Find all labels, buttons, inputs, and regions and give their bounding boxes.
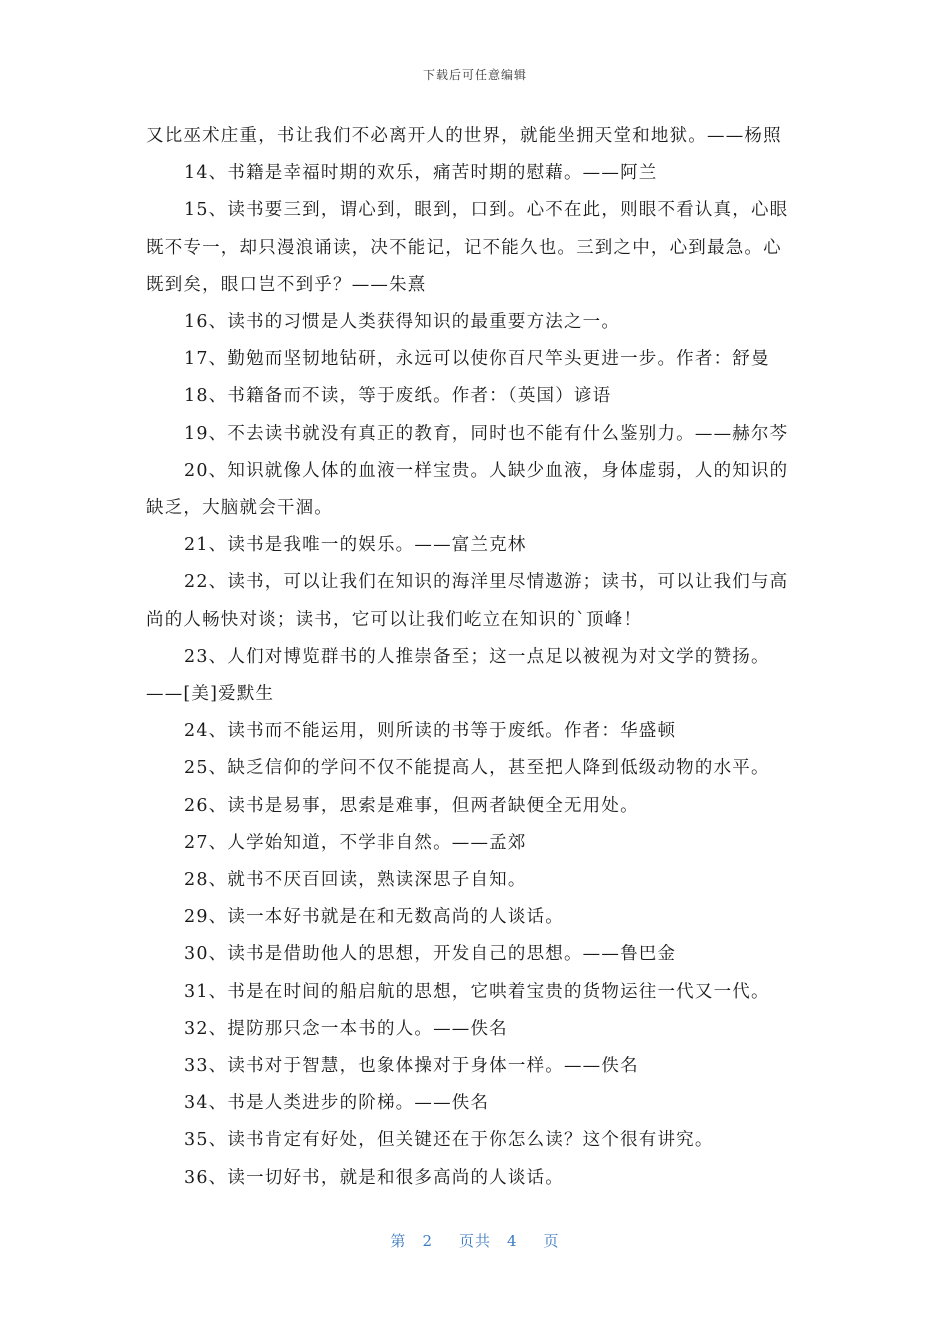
current-page-number: 2 (422, 1232, 433, 1250)
total-pages-number: 4 (507, 1232, 518, 1250)
paragraph: 28、就书不厌百回读，熟读深思子自知。 (184, 870, 527, 891)
paragraph: 27、人学始知道，不学非自然。——孟郊 (184, 832, 527, 853)
paragraph: 36、读一切好书，就是和很多高尚的人谈话。 (184, 1167, 564, 1188)
page-suffix: 页 (543, 1232, 560, 1250)
paragraph: 33、读书对于智慧，也象体操对于身体一样。——佚名 (184, 1056, 639, 1077)
paragraph: 21、读书是我唯一的娱乐。——富兰克林 (184, 535, 527, 556)
paragraph: 35、读书肯定有好处，但关键还在于你怎么读？这个很有讲究。 (184, 1130, 714, 1151)
paragraph: 29、读一本好书就是在和无数高尚的人谈话。 (184, 907, 564, 928)
paragraph: 24、读书而不能运用，则所读的书等于废纸。作者：华盛顿 (184, 721, 677, 742)
page-label: 第 (390, 1232, 407, 1250)
page-header: 下载后可任意编辑 (422, 68, 527, 82)
paragraph: 20、知识就像人体的血液一样宝贵。人缺少血液，身体虚弱，人的知识的缺乏，大脑就会干涸。 (146, 460, 789, 519)
paragraph: 30、读书是借助他人的思想，开发自己的思想。——鲁巴金 (184, 944, 677, 965)
paragraph: 17、勤勉而坚韧地钻研，永远可以使你百尺竿头更进一步。作者：舒曼 (184, 349, 770, 370)
paragraph: 19、不去读书就没有真正的教育，同时也不能有什么鉴别力。——赫尔芩 (184, 423, 789, 444)
paragraph: 26、读书是易事，思索是难事，但两者缺便全无用处。 (184, 795, 639, 816)
page-of-label: 页共 (458, 1232, 491, 1250)
paragraph: 18、书籍备而不读，等于废纸。作者：（英国）谚语 (184, 386, 612, 407)
paragraph: 32、提防那只念一本书的人。——佚名 (184, 1018, 508, 1039)
paragraph: 34、书是人类进步的阶梯。——佚名 (184, 1093, 490, 1114)
paragraph: 31、书是在时间的船启航的思想，它哄着宝贵的货物运往一代又一代。 (184, 981, 770, 1002)
paragraph: 25、缺乏信仰的学问不仅不能提高人，甚至把人降到低级动物的水平。 (184, 758, 770, 779)
paragraph: 14、书籍是幸福时期的欢乐，痛苦时期的慰藉。——阿兰 (184, 163, 658, 184)
paragraph: 16、读书的习惯是人类获得知识的最重要方法之一。 (184, 312, 621, 333)
paragraph: 22、读书，可以让我们在知识的海洋里尽情遨游；读书，可以让我们与高尚的人畅快对谈；读书，它可以让我们屹立在知识的`顶峰！ (146, 572, 789, 630)
paragraph: 23、人们对博览群书的人推崇备至；这一点足以被视为对文学的赞扬。——[美]爱默生 (146, 646, 770, 705)
paragraph: 又比巫术庄重，书让我们不必离开人的世界，就能坐拥天堂和地狱。——杨照 (146, 126, 782, 146)
document-body (146, 118, 796, 1197)
paragraph: 15、读书要三到，谓心到，眼到，口到。心不在此，则眼不看认真，心眼既不专一，却只漫浪诵读，决不能记，记不能久也。三到之中，心到最急。心既到矣，眼口岂不到乎？——朱熹 (146, 200, 789, 295)
page-footer (0, 1230, 950, 1251)
